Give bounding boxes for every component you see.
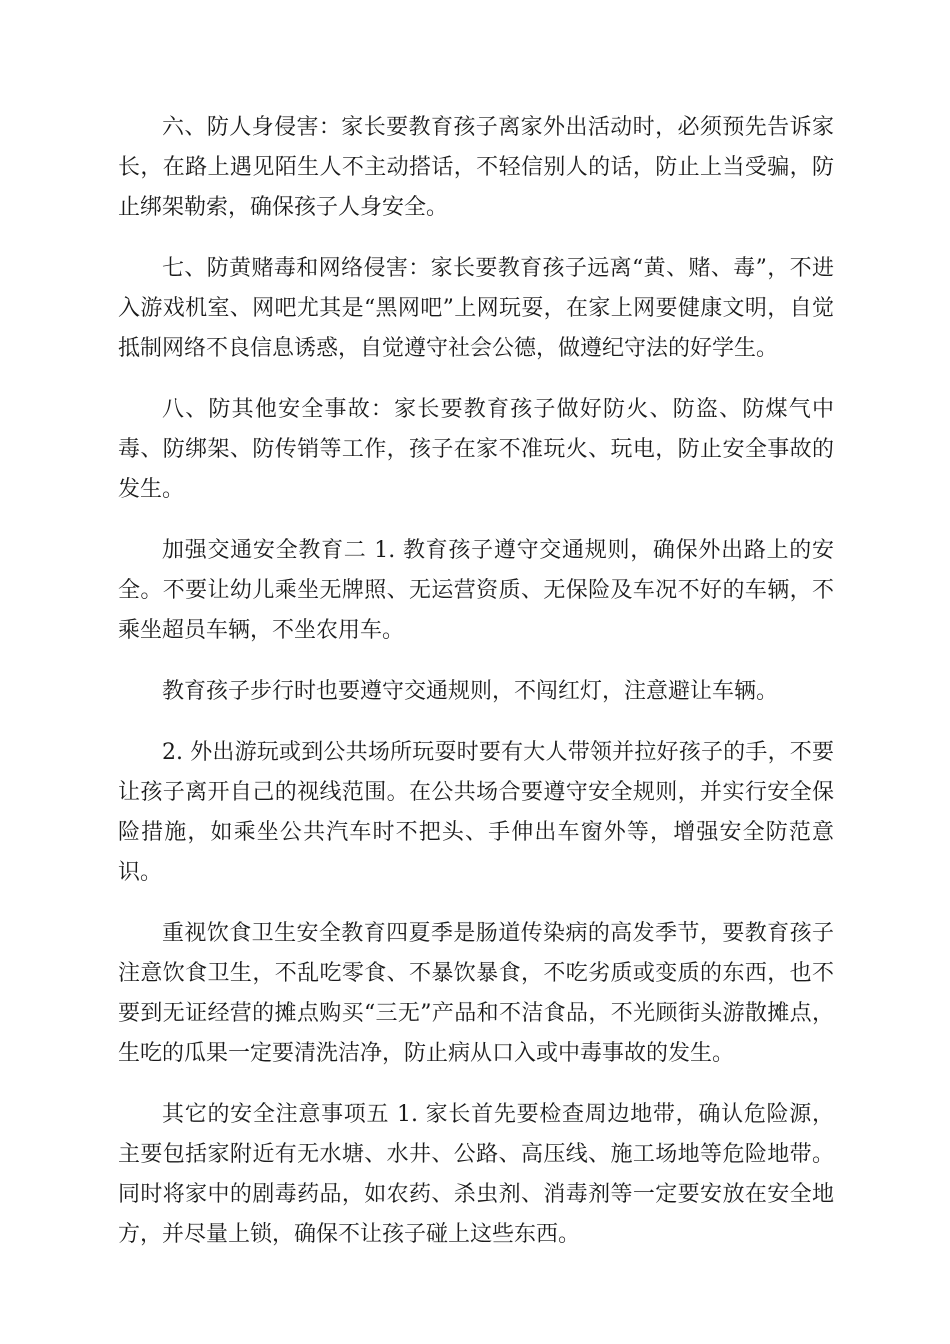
document-page <box>118 108 834 1276</box>
paragraph-prevent-drugs-gambling-internet: 七、防黄赌毒和网络侵害：家长要教育孩子远离“黄、赌、毒”，不进入游戏机室、网吧尤其是“黑网吧”上网玩耍，在家上网要健康文明，自觉抵制网络不良信息诱惑，自觉遵守社会公德，做遵纪守法的好学生。 <box>118 256 834 361</box>
paragraph-prevent-other-accidents: 八、防其他安全事故：家长要教育孩子做好防火、防盗、防煤气中毒、防绑架、防传销等工作，孩子在家不准玩火、玩电，防止安全事故的发生。 <box>118 397 834 502</box>
paragraph-walking-rules: 教育孩子步行时也要遵守交通规则，不闯红灯，注意避让车辆。 <box>162 679 779 704</box>
paragraph-public-places: 2. 外出游玩或到公共场所玩耍时要有大人带领并拉好孩子的手，不要让孩子离开自己的视线范围。在公共场合要遵守安全规则，并实行安全保险措施，如乘坐公共汽车时不把头、手伸出车窗外等，增强安全防范意识。 <box>118 740 834 885</box>
paragraph-food-safety: 重视饮食卫生安全教育四夏季是肠道传染病的高发季节，要教育孩子注意饮食卫生，不乱吃零食、不暴饮暴食，不吃劣质或变质的东西，也不要到无证经营的摊点购买“三无”产品和不洁食品，不光顾街头游散摊点，生吃的瓜果一定要清洗洁净，防止病从口入或中毒事故的发生。 <box>118 921 834 1066</box>
paragraph-prevent-personal-harm: 六、防人身侵害：家长要教育孩子离家外出活动时，必须预先告诉家长，在路上遇见陌生人不主动搭话，不轻信别人的话，防止上当受骗，防止绑架勒索，确保孩子人身安全。 <box>118 115 834 220</box>
paragraph-other-precautions: 其它的安全注意事项五 1. 家长首先要检查周边地带，确认危险源，主要包括家附近有无水塘、水井、公路、高压线、施工场地等危险地带。同时将家中的剧毒药品，如农药、杀虫剂、消毒剂等一定要安放在安全地方，并尽量上锁，确保不让孩子碰上这些东西。 <box>118 1102 834 1247</box>
paragraph-traffic-safety: 加强交通安全教育二 1. 教育孩子遵守交通规则，确保外出路上的安全。不要让幼儿乘坐无牌照、无运营资质、无保险及车况不好的车辆，不乘坐超员车辆，不坐农用车。 <box>118 538 834 643</box>
